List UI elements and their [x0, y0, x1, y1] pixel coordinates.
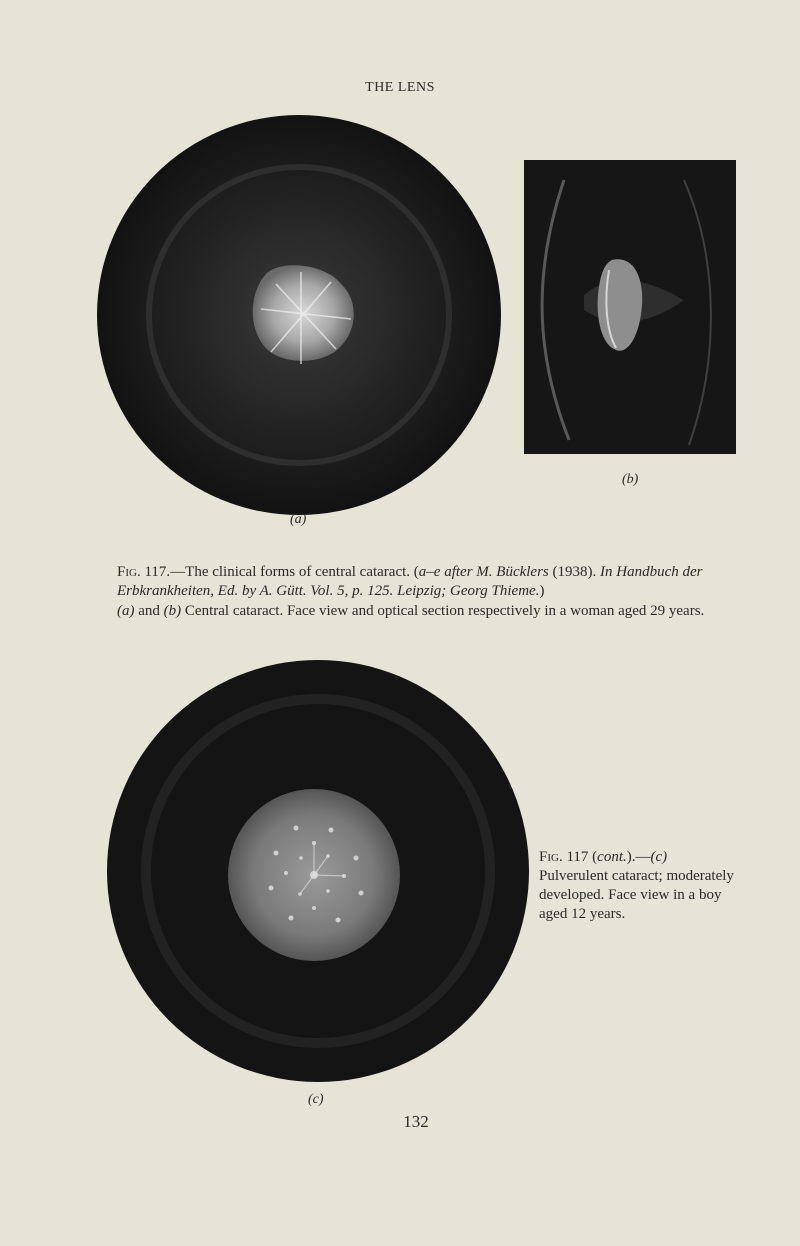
- figure-a-label: (a): [290, 512, 307, 527]
- caption-title: —The clinical forms of central cataract. (: [170, 564, 419, 580]
- desc-and: and: [134, 603, 164, 619]
- caption-year: (1938).: [548, 564, 601, 580]
- figure-117c-caption: [539, 848, 737, 924]
- desc-b: (b): [163, 603, 182, 619]
- figure-ab-description: [117, 602, 737, 621]
- running-head: THE LENS: [365, 80, 435, 95]
- fig-c-text: Pulverulent cataract; moderately developed. Face view in a boy aged 12 years.: [539, 868, 734, 922]
- caption-source-book: In Handbuch der Erbkrankheiten, Ed. by A. Gütt. Vol. 5, p. 125. Leipzig; Georg Thieme.: [117, 564, 703, 599]
- desc-text: Central cataract. Face view and optical section respectively in a woman aged 29 years.: [181, 603, 705, 619]
- desc-a: (a): [117, 603, 135, 619]
- caption-source-range: a–e: [418, 564, 441, 580]
- caption-source-after: after M. Bücklers: [440, 564, 549, 580]
- fig-c-letter: (c): [650, 849, 668, 865]
- caption-close: ): [539, 583, 545, 599]
- figure-a-image: [96, 114, 502, 516]
- figure-b-label: (b): [622, 472, 639, 487]
- fig-c-cont: cont.: [597, 849, 627, 865]
- fig-c-cont-close: ).—: [626, 849, 651, 865]
- figure-c-label: (c): [308, 1092, 324, 1107]
- figure-c-image: [106, 658, 530, 1084]
- fig-c-label: Fig.: [539, 849, 563, 865]
- page-number: 132: [403, 1112, 429, 1131]
- fig-label: Fig. 117.: [117, 564, 171, 580]
- figure-b-image: [524, 160, 736, 454]
- fig-c-num: 117 (: [562, 849, 598, 865]
- figure-117-caption: [117, 563, 737, 601]
